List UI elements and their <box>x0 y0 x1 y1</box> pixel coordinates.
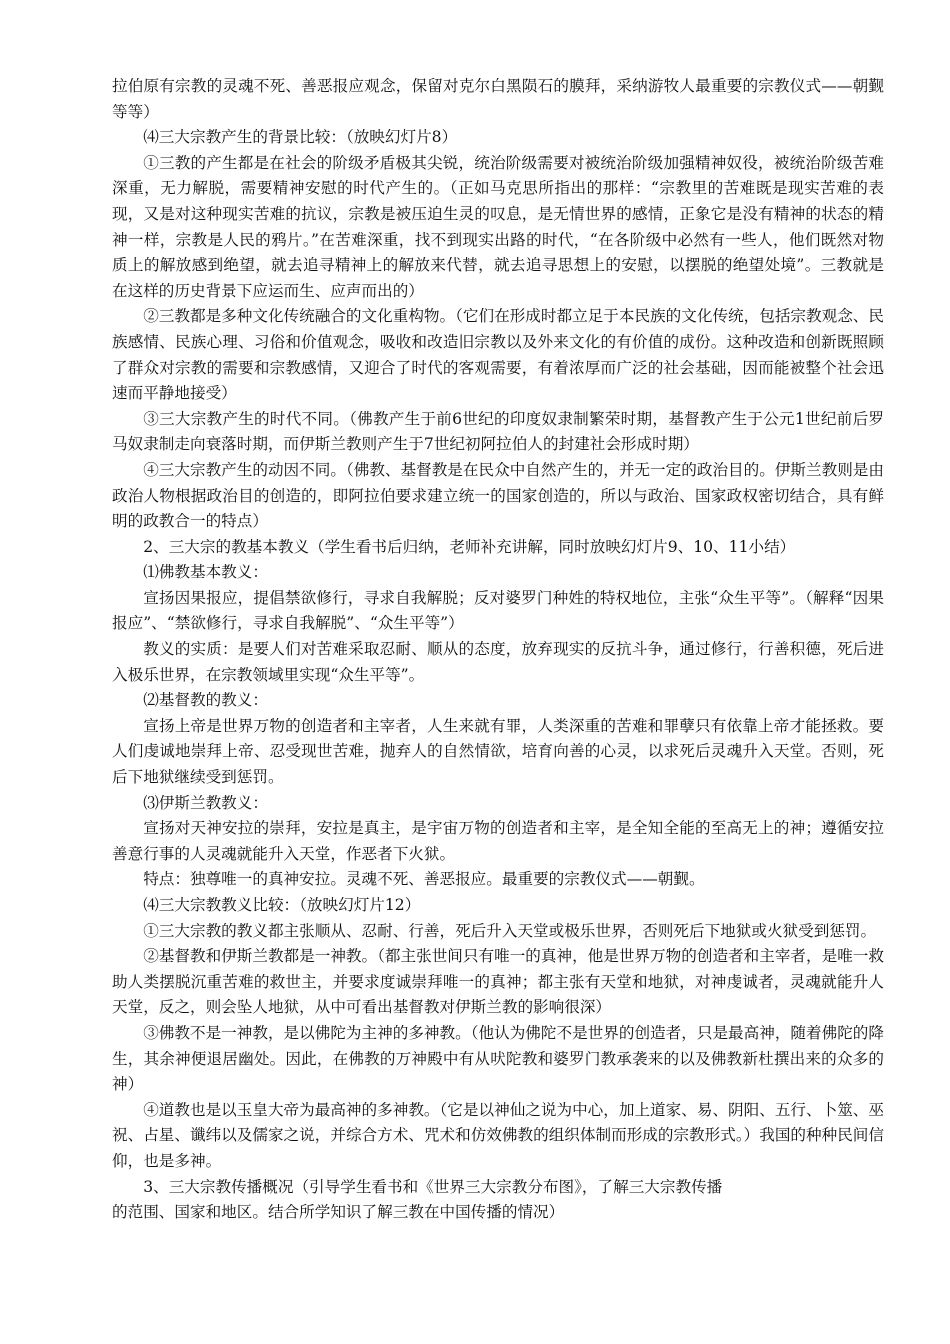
paragraph-buddhism-teaching: 宣扬因果报应，提倡禁欲修行，寻求自我解脱；反对婆罗门种姓的特权地位，主张“众生平等”。（解释“因果报应”、“禁欲修行，寻求自我解脱”、“众生平等”） <box>112 588 884 633</box>
paragraph-spread-overview-end: 的范围、国家和地区。结合所学知识了解三教在中国传播的情况） <box>112 1203 565 1222</box>
heading-spread-overview: 3、三大宗教传播概况（引导学生看书和《世界三大宗教分布图》，了解三大宗教传播 <box>143 1177 723 1196</box>
paragraph-taoism-polytheism: ④道教也是以玉皇大帝为最高神的多神教。（它是以神仙之说为中心，加上道家、易、阴阳、五行、卜筮、巫祝、占星、谶纬以及儒家之说，并综合方术、咒术和仿效佛教的组织体制而形成的宗教形式。）我国的种种民间信仰，也是多神。 <box>112 1100 884 1170</box>
paragraph-buddhism-polytheism: ③佛教不是一神教，是以佛陀为主神的多神教。（他认为佛陀不是世界的创造者，只是最高神，随着佛陀的降生，其余神便退居幽处。因此，在佛教的万神殿中有从吠陀教和婆罗门教承袭来的以及佛教新杜撰出来的众多的神） <box>112 1023 884 1094</box>
paragraph-christianity-teaching: 宣扬上帝是世界万物的创造者和主宰者，人生来就有罪，人类深重的苦难和罪孽只有依靠上帝才能拯救。要人们虔诚地崇拜上帝、忍受现世苦难，抛弃人的自然情欲，培育向善的心灵，以求死后灵魂升入天堂。否则，死后下地狱继续受到惩罚。 <box>112 716 884 787</box>
subheading-buddhism-doctrine: ⑴佛教基本教义： <box>143 563 268 582</box>
paragraph-common-doctrine: ①三大宗教的教义都主张顺从、忍耐、行善，死后升入天堂或极乐世界，否则死后下地狱或火狱受到惩罚。 <box>143 921 877 940</box>
paragraph-social-conflict: ①三教的产生都是在社会的阶级矛盾极其尖锐，统治阶级需要对被统治阶级加强精神奴役，被统治阶级苦难深重，无力解脱，需要精神安慰的时代产生的。（正如马克思所指出的那样：“宗教里的苦难既是现实苦难的表现，又是对这种现实苦难的抗议，宗教是被压迫生灵的叹息，是无情世界的感情，正象它是没有精神的状态的精神一样，宗教是人民的鸦片。”在苦难深重，找不到现实出路的时代，“在各阶级中必然有一些人，他们既然对物质上的解放感到绝望，就去追寻精神上的解放来代替，就去追寻思想上的安慰，以摆脱的绝望处境”。三教就是在这样的历史背景下应运而生、应声而出的） <box>112 153 884 300</box>
heading-doctrine-comparison: ⑷三大宗教教义比较：（放映幻灯片12） <box>143 896 421 914</box>
document-body <box>112 74 884 1226</box>
paragraph-different-motives: ④三大宗教产生的动因不同。（佛教、基督教是在民众中自然产生的，并无一定的政治目的。伊斯兰教则是由政治人物根据政治目的创造的，即阿拉伯要求建立统一的国家创造的，所以与政治、国家政权密切结合，具有鲜明的政教合一的特点） <box>112 460 884 531</box>
paragraph-monotheism: ②基督教和伊斯兰教都是一神教。（都主张世间只有唯一的真神，他是世界万物的创造者和主宰者，是唯一救助人类摆脱沉重苦难的救世主，并要求度诚崇拜唯一的真神；都主张有天堂和地狱，对神虔诚者，灵魂就能升人天堂，反之，则会坠人地狱，从中可看出基督教对伊斯兰教的影响很深） <box>112 947 884 1017</box>
subheading-islam-doctrine: ⑶伊斯兰教教义： <box>143 793 268 812</box>
paragraph-buddhism-essence: 教义的实质：是要人们对苦难采取忍耐、顺从的态度，放弃现实的反抗斗争，通过修行，行善积德，死后进入极乐世界，在宗教领域里实现“众生平等”。 <box>112 640 884 684</box>
paragraph-different-eras: ③三大宗教产生的时代不同。（佛教产生于前6世纪的印度奴隶制繁荣时期，基督教产生于公元1世纪前后罗马奴隶制走向衰落时期，而伊斯兰教则产生于7世纪初阿拉伯人的封建社会形成时期） <box>112 409 884 454</box>
paragraph-islam-teaching: 宣扬对天神安拉的崇拜，安拉是真主，是宇宙万物的创造者和主宰，是全知全能的至高无上的神；遵循安拉善意行事的人灵魂就能升入天堂，作恶者下火狱。 <box>112 819 884 863</box>
subheading-christianity-doctrine: ⑵基督教的教义： <box>143 691 268 710</box>
paragraph-cultural-reconstruction: ②三教都是多种文化传统融合的文化重构物。（它们在形成时都立足于本民族的文化传统，包括宗教观念、民族感情、民族心理、习俗和价值观念，吸收和改造旧宗教以及外来文化的有价值的成份。这种改造和创新既照顾了群众对宗教的需要和宗教感情，又迎合了时代的客观需要，有着浓厚而广泛的社会基础，因而能被整个社会迅速而平静地接受） <box>112 307 884 403</box>
heading-background-comparison: ⑷三大宗教产生的背景比较：（放映幻灯片8） <box>143 128 458 147</box>
paragraph-islam-origin-end: 拉伯原有宗教的灵魂不死、善恶报应观念，保留对克尔白黑陨石的膜拜，采纳游牧人最重要的宗教仪式——朝觐等等） <box>112 77 884 121</box>
heading-basic-doctrines: 2、三大宗的教基本教义（学生看书后归纳，老师补充讲解，同时放映幻灯片9、10、11小结） <box>143 537 796 556</box>
paragraph-islam-features: 特点：独尊唯一的真神安拉。灵魂不死、善恶报应。最重要的宗教仪式——朝觐。 <box>143 870 705 889</box>
